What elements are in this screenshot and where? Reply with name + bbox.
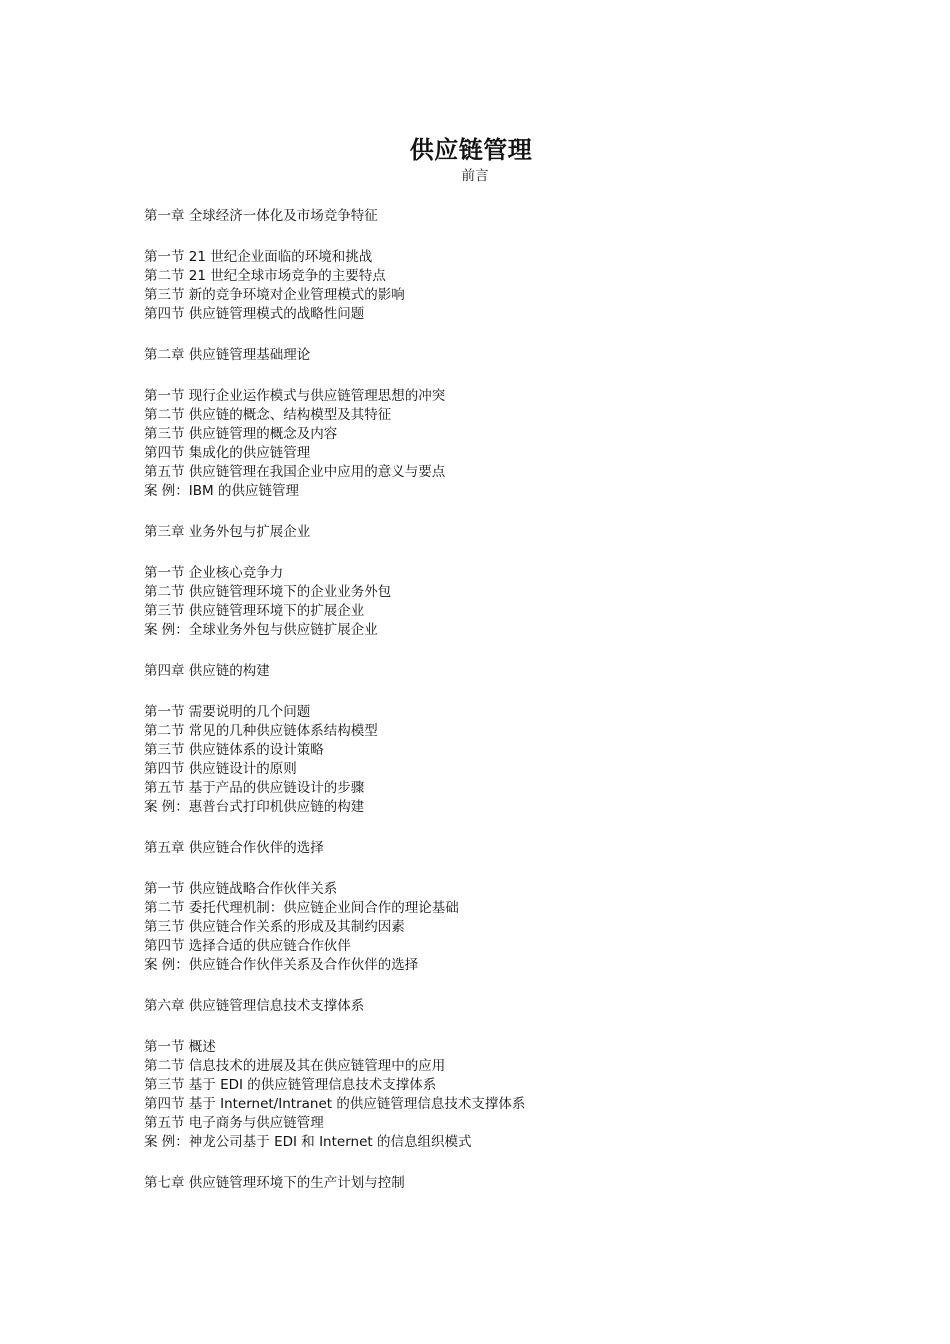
section-item: 第五节 电子商务与供应链管理 [144, 1115, 324, 1131]
chapter-heading: 第七章 供应链管理环境下的生产计划与控制 [144, 1175, 405, 1191]
section-item: 案 例：供应链合作伙伴关系及合作伙伴的选择 [144, 957, 419, 973]
section-item: 第一节 概述 [144, 1039, 216, 1055]
section-item: 第二节 委托代理机制：供应链企业间合作的理论基础 [144, 900, 459, 916]
section-item: 案 例：IBM 的供应链管理 [144, 483, 299, 499]
chapter-heading: 第六章 供应链管理信息技术支撑体系 [144, 998, 365, 1014]
section-item: 第三节 供应链管理的概念及内容 [144, 426, 338, 442]
section-item: 第四节 供应链管理模式的战略性问题 [144, 306, 365, 322]
section-item: 第三节 供应链管理环境下的扩展企业 [144, 603, 365, 619]
section-item: 第一节 现行企业运作模式与供应链管理思想的冲突 [144, 388, 446, 404]
section-item: 第一节 企业核心竞争力 [144, 565, 284, 581]
section-item: 案 例：全球业务外包与供应链扩展企业 [144, 622, 378, 638]
section-item: 案 例：惠普台式打印机供应链的构建 [144, 799, 365, 815]
section-item: 第一节 供应链战略合作伙伴关系 [144, 881, 338, 897]
section-item: 第五节 基于产品的供应链设计的步骤 [144, 780, 365, 796]
chapter-heading: 第三章 业务外包与扩展企业 [144, 524, 311, 540]
section-list [144, 1038, 864, 1152]
section-list [144, 387, 864, 501]
section-item: 第三节 供应链体系的设计策略 [144, 742, 324, 758]
section-list [144, 564, 864, 640]
chapter-heading: 第一章 全球经济一体化及市场竞争特征 [144, 208, 378, 224]
chapter-heading: 第五章 供应链合作伙伴的选择 [144, 840, 324, 856]
section-item: 第四节 供应链设计的原则 [144, 761, 297, 777]
section-item: 第一节 21 世纪企业面临的环境和挑战 [144, 249, 373, 265]
section-list [144, 880, 864, 975]
section-item: 第三节 供应链合作关系的形成及其制约因素 [144, 919, 405, 935]
section-item: 第二节 常见的几种供应链体系结构模型 [144, 723, 378, 739]
section-item: 第二节 供应链管理环境下的企业业务外包 [144, 584, 392, 600]
table-of-contents [144, 207, 864, 1215]
section-item: 第四节 集成化的供应链管理 [144, 445, 311, 461]
section-list [144, 248, 864, 324]
chapter-heading: 第四章 供应链的构建 [144, 663, 270, 679]
section-item: 第五节 供应链管理在我国企业中应用的意义与要点 [144, 464, 446, 480]
chapter-heading: 第二章 供应链管理基础理论 [144, 347, 311, 363]
section-item: 第二节 供应链的概念、结构模型及其特征 [144, 407, 392, 423]
section-item: 第三节 基于 EDI 的供应链管理信息技术支撑体系 [144, 1077, 437, 1093]
section-item: 第一节 需要说明的几个问题 [144, 704, 311, 720]
section-item: 第二节 21 世纪全球市场竞争的主要特点 [144, 268, 386, 284]
document-subtitle: 前言 [461, 168, 489, 184]
section-item: 第四节 基于 Internet/Intranet 的供应链管理信息技术支撑体系 [144, 1096, 526, 1112]
section-item: 第三节 新的竞争环境对企业管理模式的影响 [144, 287, 405, 303]
section-item: 第四节 选择合适的供应链合作伙伴 [144, 938, 351, 954]
section-list [144, 703, 864, 817]
section-item: 第二节 信息技术的进展及其在供应链管理中的应用 [144, 1058, 446, 1074]
section-item: 案 例：神龙公司基于 EDI 和 Internet 的信息组织模式 [144, 1134, 472, 1150]
document-title: 供应链管理 [409, 136, 533, 164]
